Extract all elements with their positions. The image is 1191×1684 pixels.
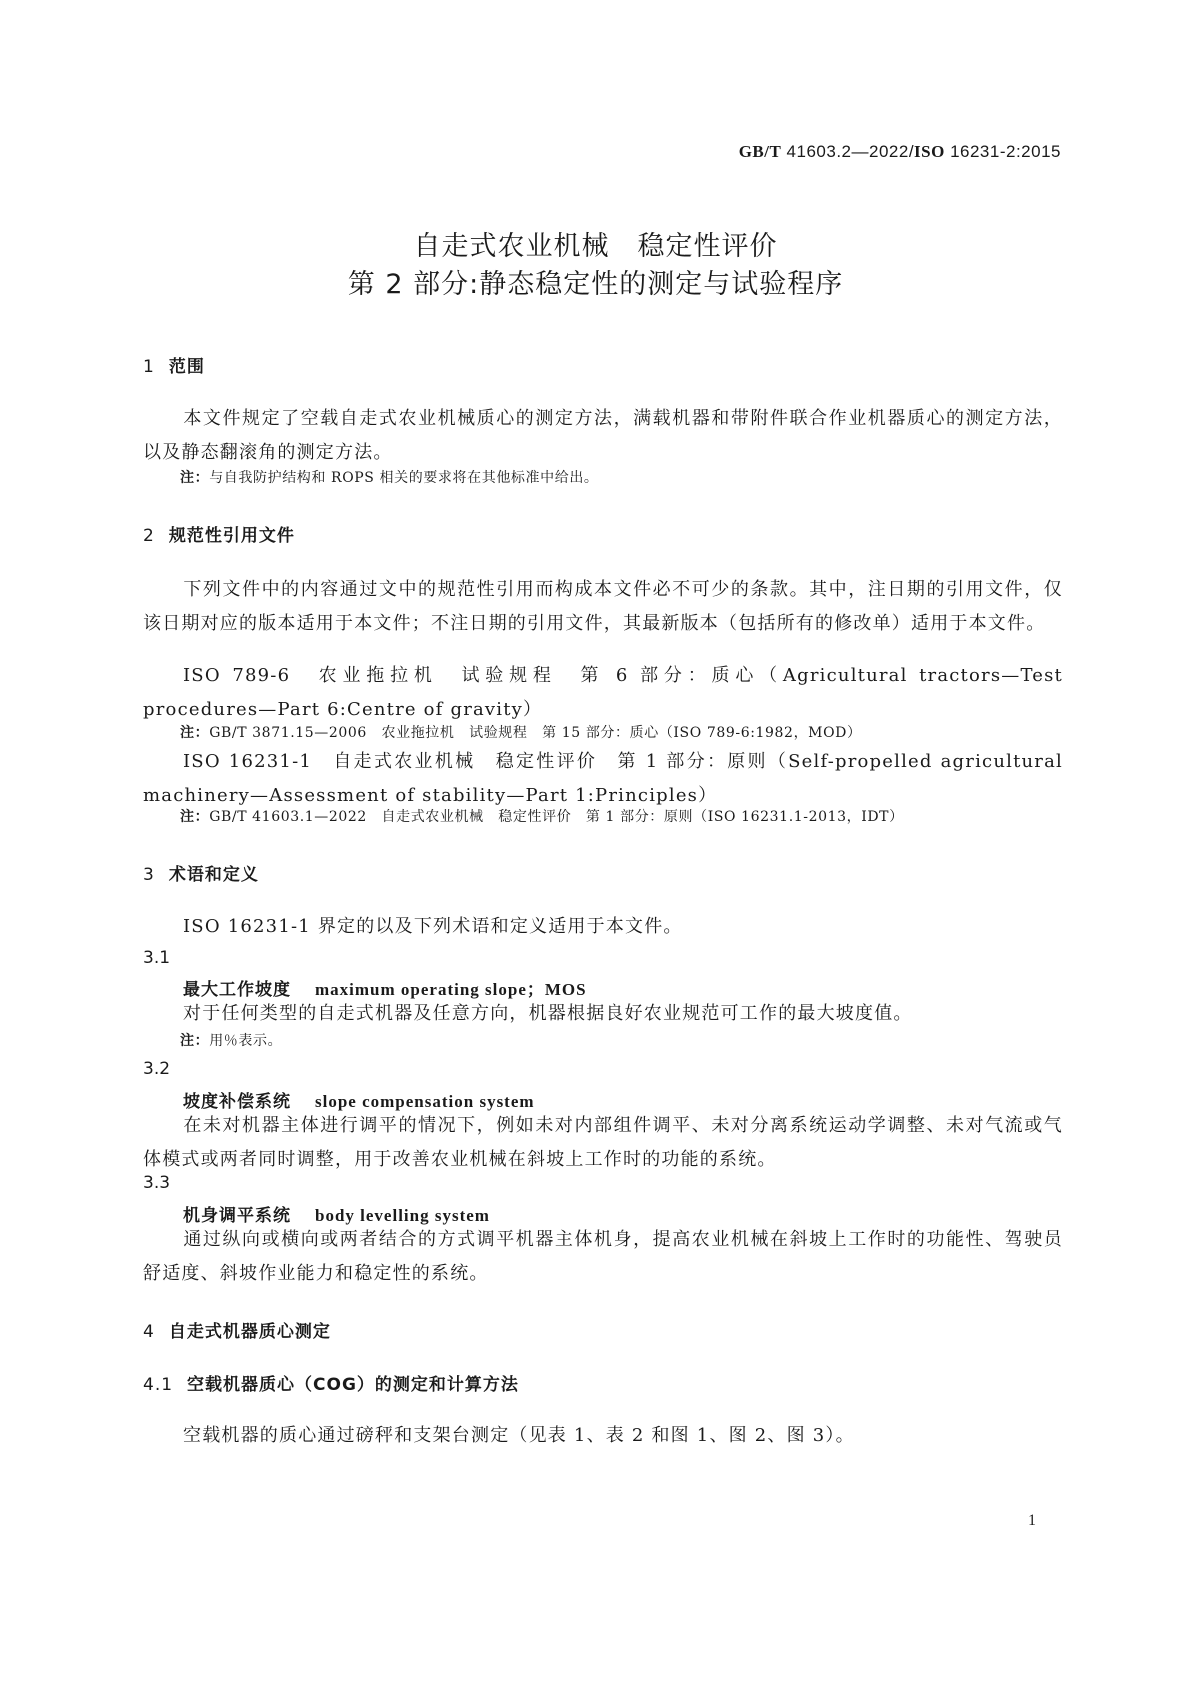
terms-intro: ISO 16231-1 界定的以及下列术语和定义适用于本文件。 (183, 916, 683, 937)
term-number-3-3: 3.3 (143, 1173, 171, 1193)
term-3-2: 坡度补偿系统 slope compensation system (183, 1092, 535, 1112)
section-heading-cog: 4 自走式机器质心测定 (143, 1322, 331, 1342)
scope-note: 注：与自我防护结构和 ROPS 相关的要求将在其他标准中给出。 (180, 470, 599, 486)
reference-iso-789-6: ISO 789-6 农业拖拉机 试验规程 第 6 部分：质心（Agricultural tractors—Test procedures—Part 6:Centre of gravity） (143, 665, 1063, 720)
reference-note-1: 注：GB/T 3871.15—2006 农业拖拉机 试验规程 第 15 部分：质心（ISO 789-6:1982，MOD） (180, 725, 862, 741)
document-title-line2: 第 2 部分:静态稳定性的测定与试验程序 (347, 269, 844, 300)
term-3-1-definition: 对于任何类型的自走式机器及任意方向，机器根据良好农业规范可工作的最大坡度值。 (183, 1003, 913, 1024)
term-3-3-definition: 通过纵向或横向或两者结合的方式调平机器主体机身，提高农业机械在斜坡上工作时的功能性、驾驶员舒适度、斜坡作业能力和稳定性的系统。 (143, 1229, 1063, 1284)
reference-iso-16231-1: ISO 16231-1 自走式农业机械 稳定性评价 第 1 部分：原则（Self-propelled agricultural machinery—Assessment of stability—Part 1:Principles） (143, 751, 1063, 806)
term-3-3: 机身调平系统 body levelling system (183, 1206, 490, 1226)
scope-paragraph: 本文件规定了空载自走式农业机械质心的测定方法，满载机器和带附件联合作业机器质心的测定方法，以及静态翻滚角的测定方法。 (143, 408, 1063, 463)
section-heading-terms: 3 术语和定义 (143, 865, 259, 885)
term-number-3-1: 3.1 (143, 948, 171, 968)
standard-code: GB/T 41603.2—2022/ISO 16231-2:2015 (738, 142, 1061, 161)
page-number: 1 (1028, 1512, 1036, 1529)
section-heading-scope: 1 范围 (143, 357, 205, 377)
term-3-1: 最大工作坡度 maximum operating slope；MOS (183, 980, 587, 1000)
references-paragraph: 下列文件中的内容通过文中的规范性引用而构成本文件必不可少的条款。其中，注日期的引用文件，仅该日期对应的版本适用于本文件；不注日期的引用文件，其最新版本（包括所有的修改单）适用于本文件。 (143, 579, 1063, 634)
section-heading-normative-references: 2 规范性引用文件 (143, 526, 295, 546)
document-title-line1: 自走式农业机械 稳定性评价 (413, 231, 778, 262)
cog-paragraph: 空载机器的质心通过磅秤和支架台测定（见表 1、表 2 和图 1、图 2、图 3）。 (183, 1425, 855, 1446)
term-number-3-2: 3.2 (143, 1059, 171, 1079)
subsection-heading-4-1: 4.1 空载机器质心（COG）的测定和计算方法 (143, 1375, 519, 1395)
term-3-2-definition: 在未对机器主体进行调平的情况下，例如未对内部组件调平、未对分离系统运动学调整、未对气流或气体模式或两者同时调整，用于改善农业机械在斜坡上工作时的功能的系统。 (143, 1115, 1063, 1170)
term-3-1-note: 注：用％表示。 (180, 1033, 283, 1049)
reference-note-2: 注：GB/T 41603.1—2022 自走式农业机械 稳定性评价 第 1 部分：原则（ISO 16231.1-2013，IDT） (180, 809, 904, 825)
